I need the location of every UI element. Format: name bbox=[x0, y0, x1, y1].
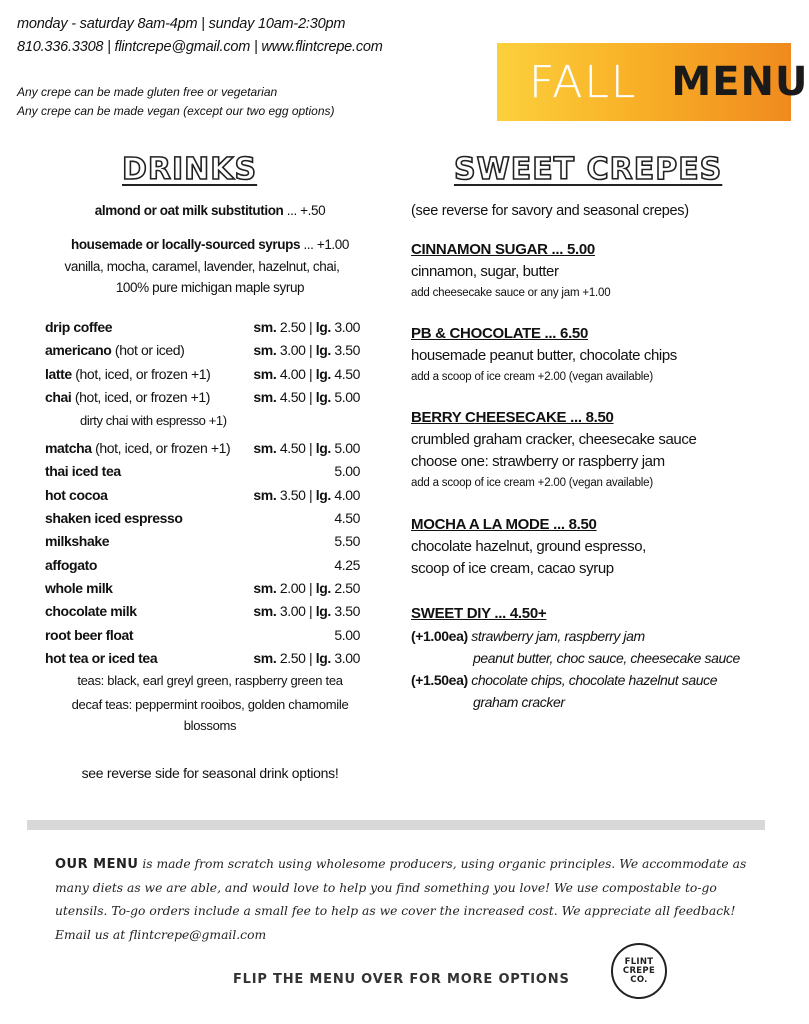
drink-price bbox=[253, 600, 360, 623]
drink-name-extra: (hot, iced, or frozen +1) bbox=[71, 365, 211, 382]
drink-name bbox=[45, 316, 112, 339]
size-lg-label: lg. bbox=[315, 579, 331, 596]
chai-note: dirty chai with espresso +1) bbox=[80, 413, 227, 429]
size-lg-label: lg. bbox=[315, 319, 331, 335]
drink-row bbox=[45, 484, 365, 507]
diy-items-1a: strawberry jam, raspberry jam bbox=[471, 628, 645, 644]
drink-row bbox=[45, 316, 365, 339]
drink-name-bold: chai bbox=[45, 388, 72, 405]
price-single: 5.00 bbox=[334, 626, 360, 643]
drink-name bbox=[45, 577, 113, 600]
drink-name bbox=[45, 460, 121, 483]
footer-divider bbox=[27, 820, 765, 830]
size-lg-label: lg. bbox=[315, 365, 331, 382]
size-sm-label: sm. bbox=[253, 603, 277, 620]
drink-row bbox=[45, 339, 365, 362]
crepe-description: scoop of ice cream, cacao syrup bbox=[411, 560, 614, 577]
size-lg-label: lg. bbox=[315, 388, 331, 405]
drink-row bbox=[45, 530, 365, 553]
syrups-list-2: 100% pure michigan maple syrup bbox=[115, 280, 305, 295]
drink-name-bold: americano bbox=[45, 342, 112, 359]
size-lg-label: lg. bbox=[315, 603, 331, 620]
drink-price bbox=[334, 624, 360, 647]
diy-items-2b: graham cracker bbox=[473, 694, 565, 710]
fall-menu-banner bbox=[497, 43, 809, 121]
note-gluten-free: Any crepe can be made gluten free or vegetarian bbox=[17, 85, 278, 99]
price-single: 5.00 bbox=[334, 463, 360, 480]
about-lead: OUR MENU bbox=[55, 857, 139, 872]
drink-name-extra: (hot, iced, or frozen +1) bbox=[91, 440, 231, 457]
price-lg: 3.00 bbox=[330, 319, 360, 335]
drink-price bbox=[253, 577, 360, 600]
drink-name bbox=[45, 484, 108, 507]
drink-name bbox=[45, 530, 109, 553]
size-lg-label: lg. bbox=[315, 486, 331, 503]
logo-line-2: CREPE bbox=[622, 965, 656, 976]
crepe-title: SWEET DIY ... 4.50+ bbox=[411, 605, 547, 622]
milk-substitution bbox=[30, 203, 390, 218]
sweet-intro: (see reverse for savory and seasonal crepes) bbox=[411, 203, 689, 219]
drink-row bbox=[45, 363, 365, 386]
crepe-item bbox=[411, 514, 781, 580]
size-sm-label: sm. bbox=[253, 440, 277, 457]
drink-price bbox=[334, 460, 360, 483]
drink-name-bold: affogato bbox=[45, 556, 98, 573]
size-lg-label: lg. bbox=[315, 440, 331, 457]
decaf-teas-line: decaf teas: peppermint rooibos, golden chamomile bbox=[71, 697, 349, 712]
hours-text: monday - saturday 8am-4pm | sunday 10am-2:30pm bbox=[17, 16, 346, 32]
banner-fall-word: FALL bbox=[529, 56, 638, 108]
drink-price bbox=[253, 647, 360, 670]
drink-name-bold: matcha bbox=[45, 440, 92, 457]
crepe-item bbox=[411, 407, 781, 493]
price-sm: 4.50 | bbox=[276, 440, 316, 457]
drink-name bbox=[45, 507, 183, 530]
diy-option-2b bbox=[411, 691, 781, 713]
crepe-description: chocolate hazelnut, ground espresso, bbox=[411, 538, 646, 555]
price-lg: 4.00 bbox=[330, 486, 360, 503]
logo-line-1: FLINT bbox=[624, 956, 654, 967]
drink-row bbox=[45, 577, 365, 600]
sweet-crepes-title: SWEET CREPES bbox=[454, 152, 723, 187]
note-vegan: Any crepe can be made vegan (except our two egg options) bbox=[17, 104, 335, 118]
syrups-label: housemade or locally-sourced syrups bbox=[70, 237, 301, 252]
header-info bbox=[17, 13, 383, 59]
drink-name bbox=[45, 624, 133, 647]
drink-price bbox=[253, 363, 360, 386]
price-lg: 3.50 bbox=[330, 603, 360, 620]
drink-name bbox=[45, 647, 157, 670]
diy-items-1b: peanut butter, choc sauce, cheesecake sauce bbox=[473, 650, 740, 666]
drink-row bbox=[45, 437, 365, 460]
drink-name-extra: (hot or iced) bbox=[111, 342, 185, 359]
drink-row bbox=[45, 460, 365, 483]
drink-name bbox=[45, 339, 184, 362]
diy-option-2 bbox=[411, 669, 781, 691]
size-sm-label: sm. bbox=[253, 342, 277, 359]
flint-crepe-logo bbox=[611, 943, 667, 999]
crepe-description: crumbled graham cracker, cheesecake sauce bbox=[411, 431, 697, 448]
price-lg: 3.50 bbox=[330, 342, 360, 359]
crepe-description: housemade peanut butter, chocolate chips bbox=[411, 347, 677, 364]
drink-row bbox=[45, 600, 365, 623]
syrups-list-1: vanilla, mocha, caramel, lavender, hazelnut, chai, bbox=[64, 259, 340, 274]
price-sm: 2.50 | bbox=[276, 649, 316, 666]
size-sm-label: sm. bbox=[253, 319, 277, 335]
drink-name-bold: whole milk bbox=[45, 579, 113, 596]
crepe-item bbox=[411, 323, 781, 387]
price-sm: 3.00 | bbox=[276, 342, 316, 359]
price-single: 4.50 bbox=[334, 510, 360, 527]
drink-name bbox=[45, 600, 137, 623]
crepe-title: CINNAMON SUGAR ... 5.00 bbox=[411, 241, 595, 258]
crepe-title: BERRY CHEESECAKE ... 8.50 bbox=[411, 409, 614, 426]
milk-sub-label: almond or oat milk substitution bbox=[94, 203, 284, 218]
drink-name-bold: milkshake bbox=[45, 533, 110, 550]
drink-price bbox=[334, 554, 360, 577]
drink-price bbox=[334, 507, 360, 530]
drink-price bbox=[253, 437, 360, 460]
drink-list bbox=[45, 316, 365, 670]
diy-price-1: (+1.00ea) bbox=[411, 628, 468, 644]
price-lg: 5.00 bbox=[330, 388, 360, 405]
syrups-price: ... +1.00 bbox=[303, 237, 349, 252]
price-lg: 5.00 bbox=[330, 440, 360, 457]
crepe-title: MOCHA A LA MODE ... 8.50 bbox=[411, 516, 597, 533]
crepe-addon: add a scoop of ice cream +2.00 (vegan available) bbox=[411, 477, 653, 489]
contact-text: 810.336.3308 | flintcrepe@gmail.com | www.flintcrepe.com bbox=[17, 39, 383, 55]
drink-name-bold: chocolate milk bbox=[45, 603, 137, 620]
drink-name-bold: drip coffee bbox=[45, 319, 113, 335]
drinks-title: DRINKS bbox=[122, 152, 258, 187]
price-single: 4.25 bbox=[334, 556, 360, 573]
size-sm-label: sm. bbox=[253, 579, 277, 596]
flip-menu-note: FLIP THE MENU OVER FOR MORE OPTIONS bbox=[233, 972, 570, 987]
about-text: is made from scratch using wholesome producers, using organic principles. We accommodate as many diets as we are able, and would love to help you find something you love! We use compostable to-go utensils. To-go orders include a small fee to help as we cover the increased cost. We appreciate all feedback! Email us at flintcrepe@gmail.com bbox=[55, 857, 747, 942]
size-sm-label: sm. bbox=[253, 365, 277, 382]
drink-row bbox=[45, 386, 365, 409]
size-sm-label: sm. bbox=[253, 486, 277, 503]
banner-menu-word: MENU bbox=[671, 59, 809, 105]
price-lg: 4.50 bbox=[330, 365, 360, 382]
price-sm: 4.50 | bbox=[276, 388, 316, 405]
diy-items-2a: chocolate chips, chocolate hazelnut sauce bbox=[471, 672, 718, 688]
drink-price bbox=[253, 484, 360, 507]
price-single: 5.50 bbox=[334, 533, 360, 550]
decaf-teas-line-2: blossoms bbox=[183, 718, 237, 733]
price-sm: 4.00 | bbox=[276, 365, 316, 382]
drink-name-bold: root beer float bbox=[45, 626, 134, 643]
drink-price bbox=[253, 339, 360, 362]
drink-price bbox=[253, 386, 360, 409]
syrups-line bbox=[30, 237, 390, 252]
drink-row bbox=[45, 624, 365, 647]
drink-name-bold: thai iced tea bbox=[45, 463, 121, 480]
size-sm-label: sm. bbox=[253, 649, 277, 666]
crepe-sweet-diy bbox=[411, 603, 781, 713]
crepe-description: choose one: strawberry or raspberry jam bbox=[411, 453, 665, 470]
logo-line-3: CO. bbox=[630, 974, 648, 985]
crepe-description: cinnamon, sugar, butter bbox=[411, 263, 559, 280]
drink-name-bold: hot tea or iced tea bbox=[45, 649, 158, 666]
diy-option-1 bbox=[411, 625, 781, 647]
diy-option-1b bbox=[411, 647, 781, 669]
crepe-addon: add cheesecake sauce or any jam +1.00 bbox=[411, 287, 611, 299]
price-sm: 2.00 | bbox=[276, 579, 316, 596]
drink-name-extra: (hot, iced, or frozen +1) bbox=[71, 388, 211, 405]
drink-name bbox=[45, 363, 210, 386]
milk-sub-price: ... +.50 bbox=[286, 203, 326, 218]
reverse-drinks-note: see reverse side for seasonal drink options! bbox=[81, 765, 339, 781]
drink-row bbox=[45, 554, 365, 577]
teas-line: teas: black, earl greyl green, raspberry green tea bbox=[77, 673, 343, 688]
size-lg-label: lg. bbox=[315, 649, 331, 666]
crepe-title: PB & CHOCOLATE ... 6.50 bbox=[411, 325, 589, 342]
size-lg-label: lg. bbox=[315, 342, 331, 359]
dietary-notes bbox=[17, 83, 335, 121]
crepe-item bbox=[411, 239, 781, 303]
drink-price bbox=[334, 530, 360, 553]
drink-row bbox=[45, 647, 365, 670]
drink-name bbox=[45, 554, 97, 577]
drink-row bbox=[45, 507, 365, 530]
price-sm: 3.00 | bbox=[276, 603, 316, 620]
crepe-addon: add a scoop of ice cream +2.00 (vegan available) bbox=[411, 371, 653, 383]
drink-name-bold: hot cocoa bbox=[45, 486, 108, 503]
price-sm: 2.50 | bbox=[276, 319, 316, 335]
price-sm: 3.50 | bbox=[276, 486, 316, 503]
price-lg: 3.00 bbox=[330, 649, 360, 666]
drink-name bbox=[45, 386, 210, 409]
drink-price bbox=[253, 316, 360, 339]
drink-name-bold: shaken iced espresso bbox=[45, 510, 183, 527]
about-paragraph bbox=[55, 853, 755, 947]
price-lg: 2.50 bbox=[330, 579, 360, 596]
diy-price-2: (+1.50ea) bbox=[411, 672, 468, 688]
drink-name-bold: latte bbox=[45, 365, 72, 382]
size-sm-label: sm. bbox=[253, 388, 277, 405]
drink-name bbox=[45, 437, 230, 460]
